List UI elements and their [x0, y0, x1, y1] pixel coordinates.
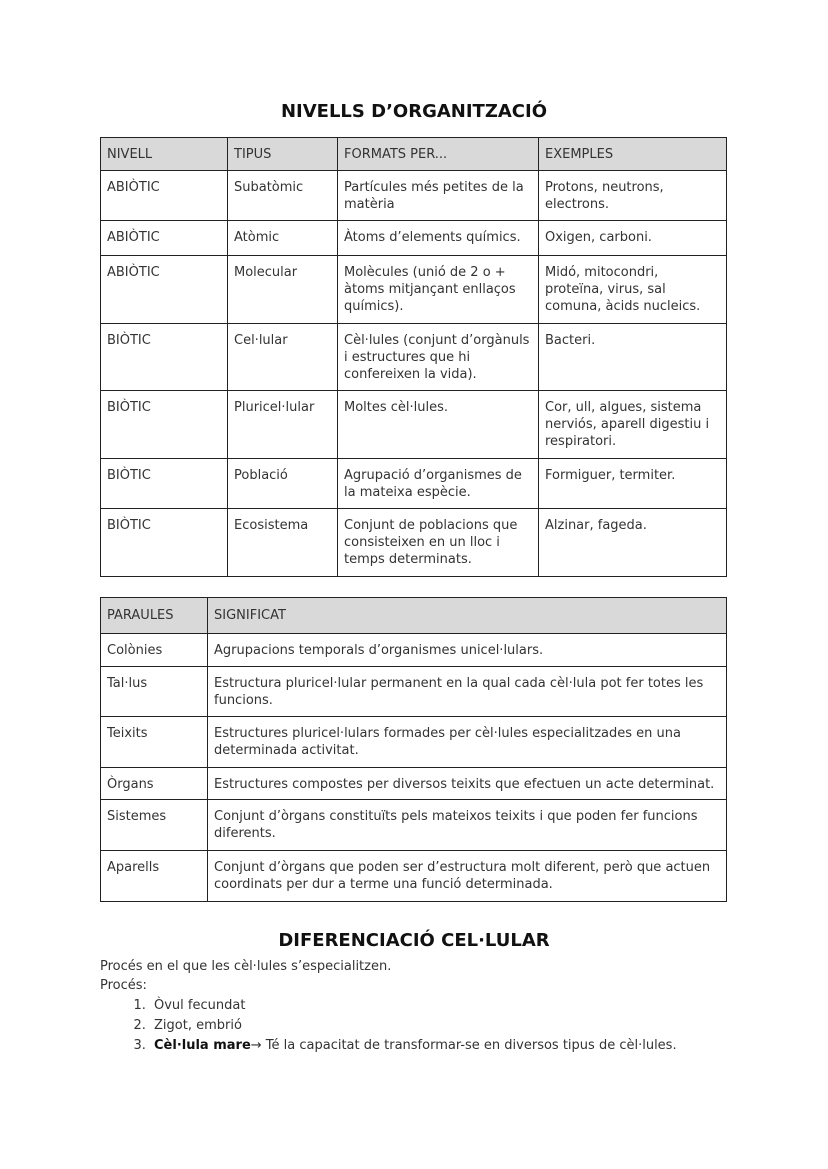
table-row — [101, 459, 727, 509]
header-cell: NIVELL — [101, 138, 228, 171]
intro-text: Procés en el que les cèl·lules s’especialitzen. — [100, 959, 392, 974]
table-cell: Alzinar, fageda. — [539, 509, 727, 577]
table-cell: Cor, ull, algues, sistema nerviós, aparell digestiu i respiratori. — [539, 391, 727, 459]
table-cell: Conjunt d’òrgans que poden ser d’estructura molt diferent, però que actuen coordinats per dur a terme una funció determinada. — [208, 851, 727, 902]
table-row — [101, 851, 727, 902]
table-cell: Formiguer, termiter. — [539, 459, 727, 509]
table-cell: Agrupació d’organismes de la mateixa espècie. — [338, 459, 539, 509]
table-row — [101, 221, 727, 256]
table-cell: Aparells — [101, 851, 208, 902]
table-cell: Àtoms d’elements químics. — [338, 221, 539, 256]
table-cell: Estructures pluricel·lulars formades per cèl·lules especialitzades en una determinada activitat. — [208, 717, 727, 768]
levels-title: NIVELLS D’ORGANITZACIÓ — [280, 101, 548, 122]
step-text: Òvul fecundat — [154, 998, 246, 1013]
table-cell: Molècules (unió de 2 o + àtoms mitjançant enllaços químics). — [338, 256, 539, 324]
table-cell: BIÒTIC — [101, 509, 228, 577]
table-row — [101, 256, 727, 324]
table-cell: BIÒTIC — [101, 459, 228, 509]
table-cell: Estructures compostes per diversos teixits que efectuen un acte determinat. — [208, 768, 727, 800]
levels-table — [100, 137, 727, 577]
table-cell: BIÒTIC — [101, 391, 228, 459]
table-cell: Atòmic — [228, 221, 338, 256]
table-cell: Subatòmic — [228, 171, 338, 221]
header-cell: PARAULES — [101, 598, 208, 634]
table-cell: BIÒTIC — [101, 324, 228, 391]
table-row — [101, 717, 727, 768]
list-item — [150, 996, 677, 1016]
table-cell: Conjunt d’òrgans constituïts pels mateixos teixits i que poden fer funcions diferents. — [208, 800, 727, 851]
table-cell: Colònies — [101, 634, 208, 667]
table-row — [101, 800, 727, 851]
table-row — [101, 667, 727, 717]
header-cell: EXEMPLES — [539, 138, 727, 171]
table-cell: Òrgans — [101, 768, 208, 800]
table-cell: Cel·lular — [228, 324, 338, 391]
header-cell: TIPUS — [228, 138, 338, 171]
table-cell: Bacteri. — [539, 324, 727, 391]
table-cell: Pluricel·lular — [228, 391, 338, 459]
table-cell: Sistemes — [101, 800, 208, 851]
table-cell: Midó, mitocondri, proteïna, virus, sal comuna, àcids nucleics. — [539, 256, 727, 324]
glossary-table — [100, 597, 727, 902]
process-label: Procés: — [100, 978, 147, 993]
process-steps — [100, 996, 677, 1056]
step-term: Cèl·lula mare — [154, 1038, 251, 1053]
table-cell: Teixits — [101, 717, 208, 768]
table-cell: ABIÒTIC — [101, 171, 228, 221]
differentiation-title: DIFERENCIACIÓ CEL·LULAR — [278, 930, 550, 951]
table-row — [101, 391, 727, 459]
table-row — [101, 509, 727, 577]
table-cell: Moltes cèl·lules. — [338, 391, 539, 459]
header-cell: FORMATS PER... — [338, 138, 539, 171]
table-cell: ABIÒTIC — [101, 256, 228, 324]
step-text: → Té la capacitat de transformar-se en diversos tipus de cèl·lules. — [250, 1038, 677, 1053]
table-row — [101, 768, 727, 800]
table-cell: Conjunt de poblacions que consisteixen en un lloc i temps determinats. — [338, 509, 539, 577]
table-cell: Molecular — [228, 256, 338, 324]
header-cell: SIGNIFICAT — [208, 598, 727, 634]
table-row — [101, 634, 727, 667]
table-cell: Agrupacions temporals d’organismes unicel·lulars. — [208, 634, 727, 667]
list-item — [150, 1036, 677, 1056]
table-header-row — [101, 138, 727, 171]
list-item — [150, 1016, 677, 1036]
step-text: Zigot, embrió — [154, 1018, 242, 1033]
table-cell: Partícules més petites de la matèria — [338, 171, 539, 221]
table-cell: Població — [228, 459, 338, 509]
table-cell: Estructura pluricel·lular permanent en la qual cada cèl·lula pot fer totes les funcions. — [208, 667, 727, 717]
table-cell: Ecosistema — [228, 509, 338, 577]
table-header-row — [101, 598, 727, 634]
table-cell: ABIÒTIC — [101, 221, 228, 256]
table-cell: Oxigen, carboni. — [539, 221, 727, 256]
table-cell: Protons, neutrons, electrons. — [539, 171, 727, 221]
table-cell: Cèl·lules (conjunt d’orgànuls i estructures que hi confereixen la vida). — [338, 324, 539, 391]
table-row — [101, 324, 727, 391]
table-row — [101, 171, 727, 221]
table-cell: Tal·lus — [101, 667, 208, 717]
